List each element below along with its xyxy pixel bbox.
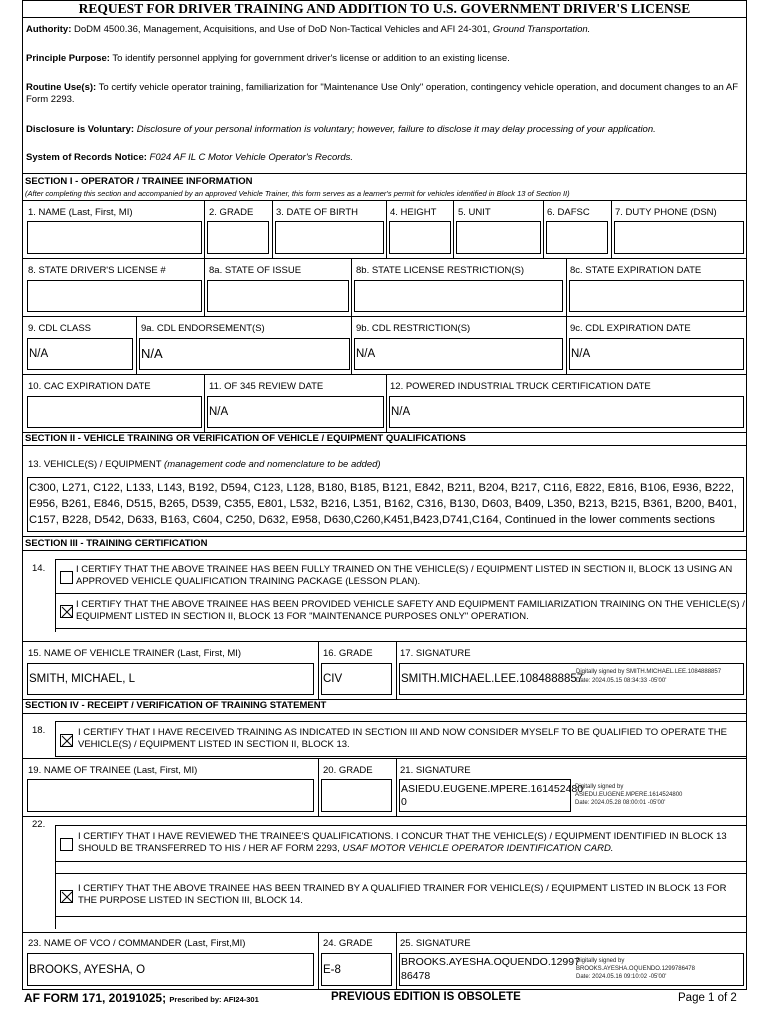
cert22b-checkbox[interactable] (60, 890, 73, 903)
divider (55, 916, 746, 917)
trainer-name-input[interactable] (27, 663, 314, 695)
trainer-signature-stamp-2: Date: 2024.05.15 08:34:33 -05'00' (576, 678, 667, 684)
trainer-grade-value: CIV (323, 673, 343, 685)
purpose-statement (26, 53, 746, 65)
divider (55, 593, 746, 594)
sorn-label: System of Records Notice: (26, 152, 147, 163)
field-17-label: 17. SIGNATURE (400, 648, 471, 659)
divider (55, 873, 746, 874)
trainer-signature-stamp-1: Digitally signed by SMITH.MICHAEL.LEE.1084888857 (576, 669, 722, 675)
divider (23, 258, 746, 259)
cert1-check-mark (61, 572, 74, 585)
divider (272, 200, 273, 258)
field-6-label: 6. DAFSC (547, 207, 590, 218)
field-11-label: 11. OF 345 REVIEW DATE (209, 381, 324, 392)
cert2-text: I CERTIFY THAT THE ABOVE TRAINEE HAS BEEN PROVIDED VEHICLE SAFETY AND EQUIPMENT FAMILIARIZATION TRAINING ON THE VEHICLE(S) / EQUIPMENT LISTED IN SECTION II, BLOCK 13 FOR "MAINTENANCE PURPOSES ONLY" OPERATION. (76, 599, 745, 622)
trainee-signature-stamp-1: Digitally signed by (575, 784, 624, 790)
section-1-note: (After completing this section and accompanied by an approved Vehicle Trainer, this form serves as a learner's permit for vehicles identified in Block 13 of Section II) (25, 189, 570, 198)
section-4-header: SECTION IV - RECEIPT / VERIFICATION OF TRAINING STATEMENT (25, 700, 327, 711)
field-8c-label: 8c. STATE EXPIRATION DATE (570, 265, 702, 276)
field-15-label: 15. NAME OF VEHICLE TRAINER (Last, First, MI) (28, 648, 242, 659)
form-id-text: AF FORM 171, 20191025; (24, 991, 167, 1005)
dafsc-input[interactable] (546, 221, 608, 254)
vco-signature-value-1: BROOKS.AYESHA.OQUENDO.12997 (401, 956, 580, 968)
vco-grade-value: E-8 (323, 964, 341, 976)
field-4-label: 4. HEIGHT (390, 207, 437, 218)
divider (351, 316, 352, 374)
grade-input[interactable] (207, 221, 269, 254)
trainee-grade-input[interactable] (321, 779, 392, 812)
vco-signature-field[interactable] (399, 953, 744, 986)
cert18-checkbox[interactable] (60, 734, 73, 747)
divider (23, 550, 746, 551)
divider (23, 316, 746, 317)
cert1-checkbox[interactable] (60, 571, 73, 584)
field-5-label: 5. UNIT (458, 207, 491, 218)
name-input[interactable] (27, 221, 202, 254)
cdl-endorsement-input[interactable] (139, 338, 350, 370)
field-13-text: 13. VEHICLE(S) / EQUIPMENT (28, 459, 162, 470)
dob-input[interactable] (275, 221, 384, 254)
field-12-label: 12. POWERED INDUSTRIAL TRUCK CERTIFICATION DATE (390, 381, 651, 392)
vco-signature-stamp-3: Date: 2024.05.16 09:10:02 -05'00' (576, 974, 667, 980)
section-1-header: SECTION I - OPERATOR / TRAINEE INFORMATION (25, 176, 253, 187)
field-22-label: 22. (32, 819, 46, 830)
field-23-label: 23. NAME OF VCO / COMMANDER (Last, First,MI) (28, 938, 246, 949)
page-number: Page 1 of 2 (678, 992, 737, 1004)
field-8-label: 8. STATE DRIVER'S LICENSE # (28, 265, 166, 276)
trainee-name-input[interactable] (27, 779, 314, 812)
field-25-label: 25. SIGNATURE (400, 938, 471, 949)
cert18-check-mark (61, 735, 74, 748)
vco-name-input[interactable] (27, 953, 314, 986)
trainee-signature-value-1: ASIEDU.EUGENE.MPERE.161452480 (401, 783, 584, 795)
field-9c-label: 9c. CDL EXPIRATION DATE (570, 323, 691, 334)
height-input[interactable] (389, 221, 451, 254)
divider (204, 200, 205, 258)
state-expiration-input[interactable] (569, 280, 744, 312)
field-19-label: 19. NAME OF TRAINEE (Last, First, MI) (28, 765, 198, 776)
divider (23, 173, 746, 174)
vco-signature-stamp-2: BROOKS.AYESHA.OQUENDO.1299786478 (576, 966, 695, 972)
field-9a-label: 9a. CDL ENDORSEMENT(S) (141, 323, 265, 334)
cdl-restriction-value: N/A (356, 348, 376, 360)
pit-certification-value: N/A (391, 406, 411, 418)
section-3-header: SECTION III - TRAINING CERTIFICATION (25, 538, 208, 549)
divider (566, 316, 567, 374)
pit-certification-input[interactable] (389, 396, 744, 428)
routine-label: Routine Use(s): (26, 82, 97, 93)
cert22a-check-mark (61, 839, 74, 852)
form-id (24, 991, 259, 1005)
cert22b-text: I CERTIFY THAT THE ABOVE TRAINEE HAS BEEN TRAINED BY A QUALIFIED TRAINER FOR VEHICLE(S) / EQUIPMENT LISTED IN BLOCK 13 FOR THE PURPOSE LISTED IN SECTION III, BLOCK 14. (78, 883, 727, 906)
divider (386, 374, 387, 432)
cert22a-text (78, 831, 738, 855)
cert22a-checkbox[interactable] (60, 838, 73, 851)
field-8a-label: 8a. STATE OF ISSUE (209, 265, 302, 276)
divider (396, 641, 397, 699)
cdl-expiration-input[interactable] (569, 338, 744, 370)
sorn-text: F024 AF IL C Motor Vehicle Operator's Records. (149, 152, 354, 163)
vehicles-line-2: E956, B261, E846, D515, B265, D539, C355, E801, L532, B216, L351, B162, C316, B130, D603, B409, L350, B213, B215, B361, B200, B401, (29, 498, 737, 510)
field-1-label: 1. NAME (Last, First, MI) (28, 207, 133, 218)
field-18-label: 18. (32, 725, 46, 736)
trainer-signature-field[interactable] (399, 663, 744, 695)
of345-review-input[interactable] (207, 396, 384, 428)
cert1-text: I CERTIFY THAT THE ABOVE TRAINEE HAS BEEN FULLY TRAINED ON THE VEHICLE(S) / EQUIPMENT LISTED IN SECTION II, BLOCK 13 USING AN APPROVED VEHICLE QUALIFICATION TRAINING PACKAGE (LESSON PLAN). (76, 564, 733, 587)
divider (23, 445, 746, 446)
field-16-label: 16. GRADE (323, 648, 373, 659)
field-8b-label: 8b. STATE LICENSE RESTRICTION(S) (356, 265, 525, 276)
purpose-label: Principle Purpose: (26, 53, 110, 64)
field-13-label (28, 459, 381, 470)
field-21-label: 21. SIGNATURE (400, 765, 471, 776)
trainee-signature-stamp-2: ASIEDU.EUGENE.MPERE.1614524800 (575, 792, 683, 798)
divider (23, 641, 746, 642)
obsolete-notice: PREVIOUS EDITION IS OBSOLETE (331, 991, 521, 1003)
divider (136, 316, 137, 374)
cdl-class-input[interactable] (27, 338, 133, 370)
field-9b-label: 9b. CDL RESTRICTION(S) (356, 323, 471, 334)
divider (204, 258, 205, 316)
divider (55, 825, 56, 929)
authority-statement (26, 24, 746, 36)
field-3-label: 3. DATE OF BIRTH (276, 207, 358, 218)
of345-review-value: N/A (209, 406, 229, 418)
cert18-text: I CERTIFY THAT I HAVE RECEIVED TRAINING AS INDICATED IN SECTION III AND NOW CONSIDER MYSELF TO BE QUALIFIED TO OPERATE THE VEHICLE(S) / EQUIPMENT LISTED IN SECTION II, BLOCK 13. (78, 727, 727, 750)
divider (396, 932, 397, 990)
cert2-checkbox[interactable] (60, 605, 73, 618)
authority-text: DoDM 4500.36, Management, Acquisitions, and Use of DoD Non-Tactical Vehicles and AFI 24-301, (74, 24, 491, 35)
divider (55, 559, 56, 632)
divider (23, 713, 746, 714)
disclosure-statement (26, 124, 746, 136)
divider (396, 758, 397, 816)
sorn-statement (26, 152, 746, 164)
authority-italic: Ground Transportation. (492, 24, 591, 35)
unit-input[interactable] (456, 221, 541, 254)
trainer-name-value: SMITH, MICHAEL, L (29, 673, 136, 685)
purpose-text: To identify personnel applying for government driver's license or addition to an existing license. (112, 53, 510, 64)
divider (55, 756, 746, 757)
divider (23, 816, 746, 817)
field-2-label: 2. GRADE (209, 207, 254, 218)
vehicles-line-3: C157, B228, D542, D633, B163, C604, C250, D632, E958, D630,C260,K451,B423,D741,C164, Continued in the lower comments sections (29, 514, 715, 526)
cdl-restriction-input[interactable] (354, 338, 563, 370)
divider (543, 200, 544, 258)
divider (55, 721, 56, 757)
divider (55, 628, 746, 629)
authority-label: Authority: (26, 24, 72, 35)
cac-expiration-input[interactable] (27, 396, 202, 428)
divider (386, 200, 387, 258)
divider (55, 721, 746, 722)
cert22b-check-mark (61, 891, 74, 904)
state-of-issue-input[interactable] (207, 280, 349, 312)
divider (23, 536, 746, 537)
vehicles-textarea[interactable] (27, 477, 744, 532)
field-7-label: 7. DUTY PHONE (DSN) (615, 207, 717, 218)
duty-phone-input[interactable] (614, 221, 744, 254)
disclosure-label: Disclosure is Voluntary: (26, 124, 135, 135)
divider (611, 200, 612, 258)
field-13-italic: (management code and nomenclature to be added) (164, 459, 381, 470)
divider (55, 559, 746, 560)
trainee-signature-stamp-3: Date: 2024.05.28 08:00:01 -05'00' (575, 800, 666, 806)
disclosure-text: Disclosure of your personal information is voluntary; however, failure to disclose it may delay processing of your application. (136, 124, 656, 135)
state-license-input[interactable] (27, 280, 202, 312)
field-20-label: 20. GRADE (323, 765, 373, 776)
cert22a-text-plain: I CERTIFY THAT I HAVE REVIEWED THE TRAINEE'S QUALIFICATIONS. I CONCUR THAT THE VEHICLE(S) / EQUIPMENT IDENTIFIED IN BLOCK 13 SHOULD BE TRANSFERRED TO HIS / HER AF FORM 2293, (78, 831, 727, 854)
trainer-signature-value: SMITH.MICHAEL.LEE.1084888857 (401, 673, 584, 685)
divider (55, 825, 746, 826)
section-2-header: SECTION II - VEHICLE TRAINING OR VERIFICATION OF VEHICLE / EQUIPMENT QUALIFICATIONS (25, 433, 466, 444)
vco-signature-value-2: 86478 (401, 970, 431, 982)
field-10-label: 10. CAC EXPIRATION DATE (28, 381, 151, 392)
af-form-171 (22, 0, 747, 990)
field-14-label: 14. (32, 563, 46, 574)
divider (566, 258, 567, 316)
divider (23, 932, 746, 933)
divider (318, 758, 319, 816)
trainer-grade-input[interactable] (321, 663, 392, 695)
cert22a-text-italic: USAF MOTOR VEHICLE OPERATOR IDENTIFICATION CARD. (342, 843, 614, 854)
prescribed-by: Prescribed by: AFI24-301 (169, 995, 259, 1004)
divider (23, 200, 746, 201)
cdl-expiration-value: N/A (571, 348, 591, 360)
routine-text: To certify vehicle operator training, familiarization for "Maintenance Use Only" operation, contingency vehicle operation, and document changes to an AF Form 2293. (26, 82, 739, 105)
form-title: REQUEST FOR DRIVER TRAINING AND ADDITION TO U.S. GOVERNMENT DRIVER'S LICENSE (23, 1, 746, 18)
cert2-check-mark (61, 606, 74, 619)
divider (318, 641, 319, 699)
cdl-endorsement-value: N/A (141, 346, 163, 361)
divider (351, 258, 352, 316)
routine-use-statement (26, 82, 746, 106)
divider (204, 374, 205, 432)
vco-grade-input[interactable] (321, 953, 392, 986)
divider (318, 932, 319, 990)
cdl-class-value: N/A (29, 348, 49, 360)
trainee-signature-value-2: 0 (401, 796, 407, 808)
field-24-label: 24. GRADE (323, 938, 373, 949)
vehicles-line-1: C300, L271, C122, L133, L143, B192, D594, C123, L128, B180, B185, B121, E842, B211, B204, B217, C116, E822, E816, B106, E936, B222, (29, 482, 734, 494)
divider (23, 758, 746, 759)
divider (453, 200, 454, 258)
field-9-label: 9. CDL CLASS (28, 323, 92, 334)
divider (55, 861, 746, 862)
trainee-signature-field[interactable] (399, 779, 683, 812)
vco-signature-stamp-1: Digitally signed by (576, 958, 625, 964)
divider (23, 374, 746, 375)
state-restriction-input[interactable] (354, 280, 563, 312)
vco-name-value: BROOKS, AYESHA, O (29, 964, 146, 976)
